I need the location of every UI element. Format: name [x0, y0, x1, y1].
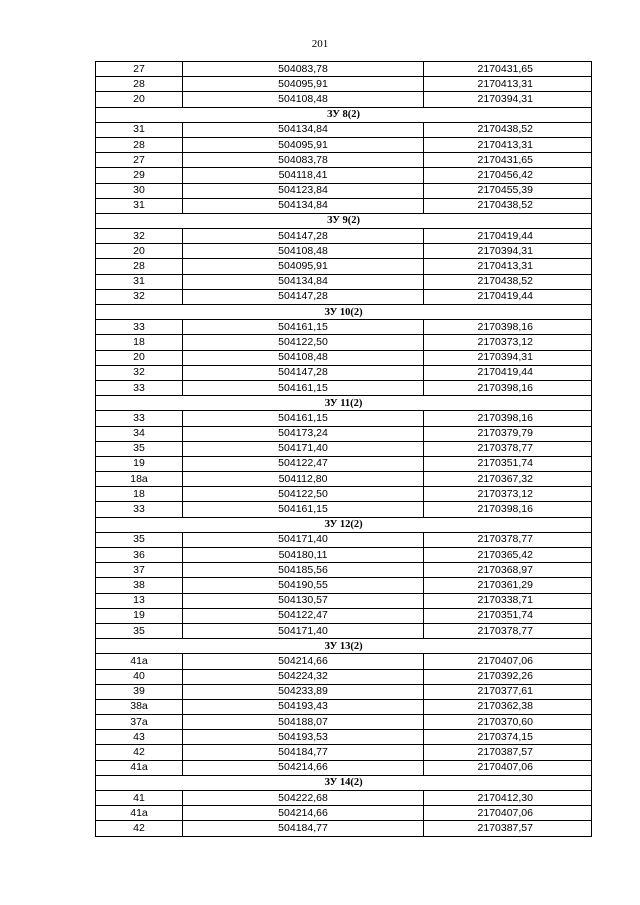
y-coordinate-cell: 2170398,16	[424, 411, 592, 426]
section-header-row	[96, 775, 592, 790]
table-row	[96, 441, 592, 456]
y-coordinate-cell: 2170431,65	[424, 62, 592, 77]
x-coordinate-cell: 504193,53	[183, 730, 424, 745]
point-number-cell: 20	[96, 92, 183, 107]
x-coordinate-cell: 504134,84	[183, 198, 424, 213]
table-row	[96, 122, 592, 137]
point-number-cell: 18	[96, 487, 183, 502]
y-coordinate-cell: 2170367,32	[424, 472, 592, 487]
table-row	[96, 699, 592, 714]
x-coordinate-cell: 504122,50	[183, 487, 424, 502]
point-number-cell: 37	[96, 563, 183, 578]
x-coordinate-cell: 504147,28	[183, 365, 424, 380]
x-coordinate-cell: 504083,78	[183, 62, 424, 77]
y-coordinate-cell: 2170387,57	[424, 821, 592, 836]
x-coordinate-cell: 504147,28	[183, 229, 424, 244]
x-coordinate-cell: 504095,91	[183, 77, 424, 92]
table-row	[96, 92, 592, 107]
x-coordinate-cell: 504108,48	[183, 350, 424, 365]
point-number-cell: 20	[96, 244, 183, 259]
table-row	[96, 380, 592, 395]
y-coordinate-cell: 2170338,71	[424, 593, 592, 608]
point-number-cell: 41а	[96, 806, 183, 821]
section-title: ЗУ 10(2)	[96, 305, 592, 320]
table-row	[96, 472, 592, 487]
y-coordinate-cell: 2170455,39	[424, 183, 592, 198]
point-number-cell: 35	[96, 623, 183, 638]
point-number-cell: 41а	[96, 654, 183, 669]
point-number-cell: 33	[96, 320, 183, 335]
section-title: ЗУ 13(2)	[96, 639, 592, 654]
point-number-cell: 18а	[96, 472, 183, 487]
table-row	[96, 153, 592, 168]
table-row	[96, 548, 592, 563]
y-coordinate-cell: 2170387,57	[424, 745, 592, 760]
x-coordinate-cell: 504134,84	[183, 274, 424, 289]
point-number-cell: 18	[96, 335, 183, 350]
point-number-cell: 31	[96, 122, 183, 137]
x-coordinate-cell: 504161,15	[183, 411, 424, 426]
section-header-row	[96, 517, 592, 532]
point-number-cell: 43	[96, 730, 183, 745]
x-coordinate-cell: 504108,48	[183, 92, 424, 107]
y-coordinate-cell: 2170365,42	[424, 548, 592, 563]
x-coordinate-cell: 504214,66	[183, 806, 424, 821]
point-number-cell: 36	[96, 548, 183, 563]
x-coordinate-cell: 504222,68	[183, 791, 424, 806]
y-coordinate-cell: 2170379,79	[424, 426, 592, 441]
table-row	[96, 608, 592, 623]
y-coordinate-cell: 2170373,12	[424, 335, 592, 350]
x-coordinate-cell: 504118,41	[183, 168, 424, 183]
point-number-cell: 39	[96, 684, 183, 699]
table-row	[96, 183, 592, 198]
section-header-row	[96, 107, 592, 122]
y-coordinate-cell: 2170374,15	[424, 730, 592, 745]
table-row	[96, 593, 592, 608]
y-coordinate-cell: 2170398,16	[424, 320, 592, 335]
point-number-cell: 20	[96, 350, 183, 365]
point-number-cell: 42	[96, 745, 183, 760]
point-number-cell: 30	[96, 183, 183, 198]
y-coordinate-cell: 2170378,77	[424, 441, 592, 456]
x-coordinate-cell: 504185,56	[183, 563, 424, 578]
table-row	[96, 411, 592, 426]
y-coordinate-cell: 2170412,30	[424, 791, 592, 806]
table-row	[96, 760, 592, 775]
table-row	[96, 715, 592, 730]
y-coordinate-cell: 2170377,61	[424, 684, 592, 699]
y-coordinate-cell: 2170419,44	[424, 289, 592, 304]
x-coordinate-cell: 504173,24	[183, 426, 424, 441]
point-number-cell: 31	[96, 198, 183, 213]
section-title: ЗУ 11(2)	[96, 396, 592, 411]
y-coordinate-cell: 2170413,31	[424, 137, 592, 152]
point-number-cell: 35	[96, 532, 183, 547]
x-coordinate-cell: 504112,80	[183, 472, 424, 487]
page-number: 201	[311, 38, 329, 50]
table-row	[96, 487, 592, 502]
x-coordinate-cell: 504122,50	[183, 335, 424, 350]
y-coordinate-cell: 2170392,26	[424, 669, 592, 684]
table-row	[96, 335, 592, 350]
point-number-cell: 28	[96, 259, 183, 274]
x-coordinate-cell: 504184,77	[183, 821, 424, 836]
y-coordinate-cell: 2170419,44	[424, 229, 592, 244]
y-coordinate-cell: 2170407,06	[424, 654, 592, 669]
x-coordinate-cell: 504130,57	[183, 593, 424, 608]
table-row	[96, 623, 592, 638]
table-row	[96, 745, 592, 760]
point-number-cell: 32	[96, 289, 183, 304]
table-row	[96, 198, 592, 213]
x-coordinate-cell: 504180,11	[183, 548, 424, 563]
table-row	[96, 532, 592, 547]
table-row	[96, 168, 592, 183]
point-number-cell: 33	[96, 411, 183, 426]
table-row	[96, 229, 592, 244]
x-coordinate-cell: 504123,84	[183, 183, 424, 198]
x-coordinate-cell: 504184,77	[183, 745, 424, 760]
y-coordinate-cell: 2170407,06	[424, 806, 592, 821]
point-number-cell: 37а	[96, 715, 183, 730]
y-coordinate-cell: 2170438,52	[424, 122, 592, 137]
x-coordinate-cell: 504122,47	[183, 608, 424, 623]
section-header-row	[96, 305, 592, 320]
x-coordinate-cell: 504095,91	[183, 137, 424, 152]
y-coordinate-cell: 2170438,52	[424, 198, 592, 213]
table-row	[96, 654, 592, 669]
x-coordinate-cell: 504122,47	[183, 456, 424, 471]
point-number-cell: 33	[96, 502, 183, 517]
table-row	[96, 289, 592, 304]
y-coordinate-cell: 2170370,60	[424, 715, 592, 730]
x-coordinate-cell: 504171,40	[183, 623, 424, 638]
table-row	[96, 320, 592, 335]
point-number-cell: 31	[96, 274, 183, 289]
point-number-cell: 27	[96, 153, 183, 168]
table-row	[96, 791, 592, 806]
point-number-cell: 41	[96, 791, 183, 806]
x-coordinate-cell: 504161,15	[183, 380, 424, 395]
table-row	[96, 456, 592, 471]
point-number-cell: 28	[96, 77, 183, 92]
x-coordinate-cell: 504147,28	[183, 289, 424, 304]
table-row	[96, 669, 592, 684]
y-coordinate-cell: 2170378,77	[424, 532, 592, 547]
y-coordinate-cell: 2170419,44	[424, 365, 592, 380]
point-number-cell: 34	[96, 426, 183, 441]
point-number-cell: 29	[96, 168, 183, 183]
point-number-cell: 38	[96, 578, 183, 593]
table-row	[96, 274, 592, 289]
y-coordinate-cell: 2170431,65	[424, 153, 592, 168]
point-number-cell: 42	[96, 821, 183, 836]
table-row	[96, 563, 592, 578]
y-coordinate-cell: 2170378,77	[424, 623, 592, 638]
x-coordinate-cell: 504214,66	[183, 760, 424, 775]
section-header-row	[96, 639, 592, 654]
x-coordinate-cell: 504134,84	[183, 122, 424, 137]
table-row	[96, 578, 592, 593]
y-coordinate-cell: 2170362,38	[424, 699, 592, 714]
y-coordinate-cell: 2170413,31	[424, 77, 592, 92]
section-title: ЗУ 8(2)	[96, 107, 592, 122]
y-coordinate-cell: 2170351,74	[424, 608, 592, 623]
point-number-cell: 28	[96, 137, 183, 152]
y-coordinate-cell: 2170438,52	[424, 274, 592, 289]
section-title: ЗУ 14(2)	[96, 775, 592, 790]
table-row	[96, 365, 592, 380]
table-row	[96, 77, 592, 92]
x-coordinate-cell: 504171,40	[183, 532, 424, 547]
x-coordinate-cell: 504171,40	[183, 441, 424, 456]
x-coordinate-cell: 504108,48	[183, 244, 424, 259]
x-coordinate-cell: 504083,78	[183, 153, 424, 168]
y-coordinate-cell: 2170407,06	[424, 760, 592, 775]
table-row	[96, 350, 592, 365]
point-number-cell: 40	[96, 669, 183, 684]
point-number-cell: 19	[96, 608, 183, 623]
point-number-cell: 33	[96, 380, 183, 395]
table-row	[96, 244, 592, 259]
point-number-cell: 13	[96, 593, 183, 608]
y-coordinate-cell: 2170398,16	[424, 502, 592, 517]
table-row	[96, 62, 592, 77]
x-coordinate-cell: 504224,32	[183, 669, 424, 684]
table-row	[96, 259, 592, 274]
point-number-cell: 32	[96, 365, 183, 380]
section-title: ЗУ 9(2)	[96, 213, 592, 228]
point-number-cell: 27	[96, 62, 183, 77]
y-coordinate-cell: 2170361,29	[424, 578, 592, 593]
x-coordinate-cell: 504188,07	[183, 715, 424, 730]
x-coordinate-cell: 504095,91	[183, 259, 424, 274]
x-coordinate-cell: 504161,15	[183, 502, 424, 517]
point-number-cell: 35	[96, 441, 183, 456]
y-coordinate-cell: 2170351,74	[424, 456, 592, 471]
y-coordinate-cell: 2170368,97	[424, 563, 592, 578]
coordinates-table-body	[96, 62, 592, 837]
section-title: ЗУ 12(2)	[96, 517, 592, 532]
y-coordinate-cell: 2170394,31	[424, 350, 592, 365]
table-row	[96, 684, 592, 699]
x-coordinate-cell: 504190,55	[183, 578, 424, 593]
y-coordinate-cell: 2170398,16	[424, 380, 592, 395]
point-number-cell: 19	[96, 456, 183, 471]
point-number-cell: 38а	[96, 699, 183, 714]
x-coordinate-cell: 504193,43	[183, 699, 424, 714]
table-row	[96, 821, 592, 836]
x-coordinate-cell: 504214,66	[183, 654, 424, 669]
table-row	[96, 806, 592, 821]
y-coordinate-cell: 2170394,31	[424, 92, 592, 107]
table-row	[96, 137, 592, 152]
y-coordinate-cell: 2170394,31	[424, 244, 592, 259]
table-row	[96, 502, 592, 517]
section-header-row	[96, 213, 592, 228]
x-coordinate-cell: 504233,89	[183, 684, 424, 699]
table-row	[96, 426, 592, 441]
section-header-row	[96, 396, 592, 411]
coordinates-table	[95, 61, 592, 837]
point-number-cell: 41а	[96, 760, 183, 775]
y-coordinate-cell: 2170413,31	[424, 259, 592, 274]
y-coordinate-cell: 2170373,12	[424, 487, 592, 502]
table-row	[96, 730, 592, 745]
point-number-cell: 32	[96, 229, 183, 244]
x-coordinate-cell: 504161,15	[183, 320, 424, 335]
y-coordinate-cell: 2170456,42	[424, 168, 592, 183]
